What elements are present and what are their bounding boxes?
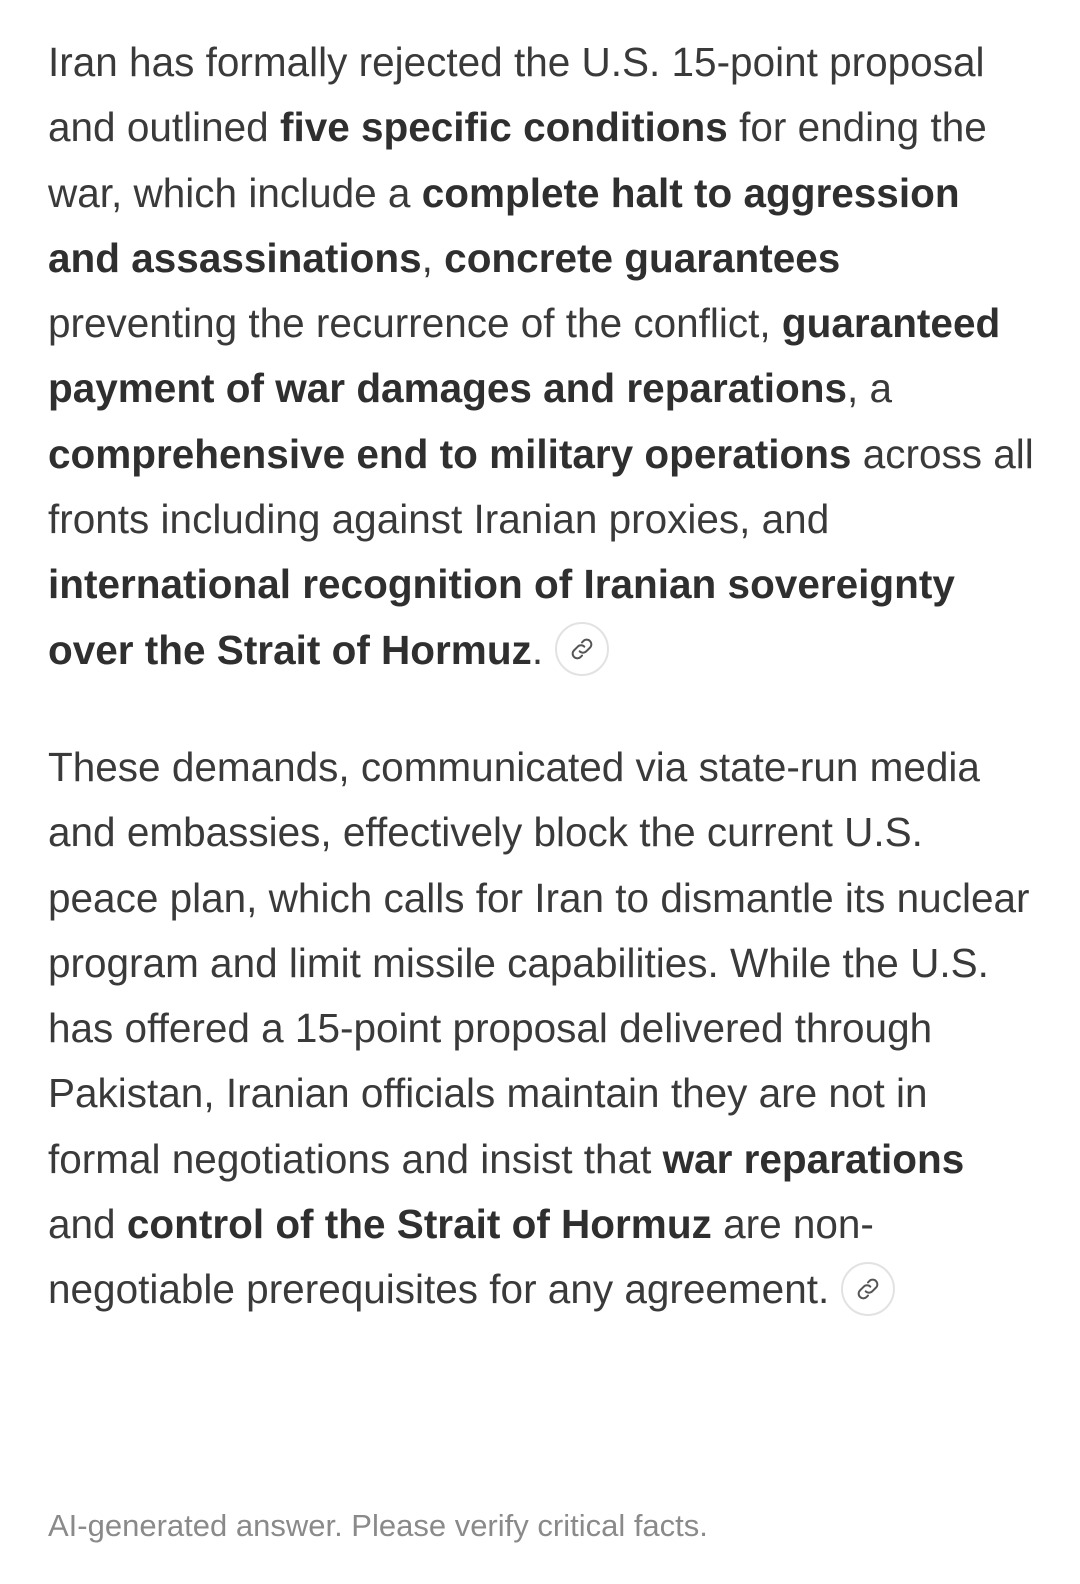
bold-segment: international recognition of Iranian sovereignty over the Strait of Hormuz [48,561,955,673]
text-segment: for ending the war, which include a [48,104,987,216]
text-segment: Iran has formally rejected the U.S. 15-point proposal and outlined [48,39,985,151]
bold-segment: control of the Strait of Hormuz [126,1201,712,1248]
bold-segment: guaranteed payment of war damages and reparations [48,300,1001,412]
text-segment: and [48,1201,127,1248]
text-segment: . [531,626,544,673]
bold-segment: concrete guarantees [444,234,841,281]
text-segment: , a [847,365,893,412]
bold-segment: five specific conditions [279,104,728,151]
text-segment: These demands, communicated via state-run media and embassies, effectively block the current U.S. peace plan, which calls for Iran to dismantle its nuclear program and limit missile capabilities. While the U.S. has offered a 15-point proposal delivered through Pakistan, Iranian officials maintain they are not in formal negotiations and insist that [48,743,1030,1182]
text-segment: , [421,234,445,281]
bold-segment: comprehensive end to military operations [48,430,852,477]
bold-segment: complete halt to aggression and assassinations [48,169,960,281]
answer-paragraph [48,30,1034,683]
answer-body [48,30,1034,1323]
text-segment: are non-negotiable prerequisites for any agreement. [48,1201,874,1313]
text-segment: preventing the recurrence of the conflict, [48,300,782,347]
bold-segment: war reparations [662,1135,965,1182]
link-icon [568,635,596,663]
citation-link-button[interactable] [555,622,609,676]
citation-link-button[interactable] [841,1262,895,1316]
answer-paragraph [48,735,1034,1323]
text-segment: across all fronts including against Iranian proxies, and [48,430,1034,543]
link-icon [854,1275,882,1303]
ai-disclaimer: AI-generated answer. Please verify critical facts. [48,1508,708,1543]
